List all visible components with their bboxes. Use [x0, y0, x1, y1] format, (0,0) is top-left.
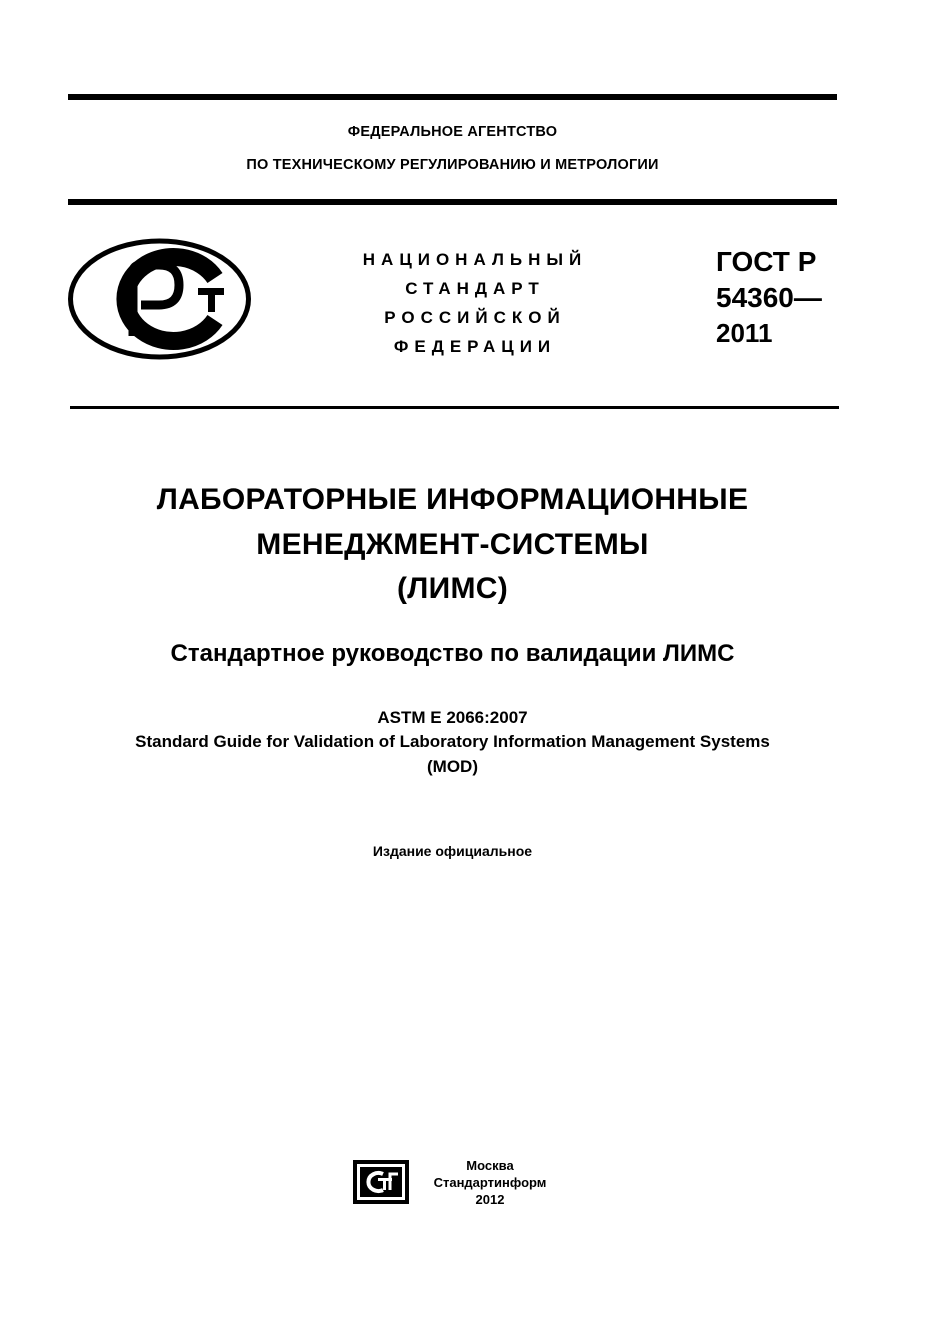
standard-type-line-1: НАЦИОНАЛЬНЫЙ	[362, 250, 588, 269]
designation-line-1: ГОСТ Р	[716, 246, 817, 277]
title-line-2: МЕНЕДЖМЕНТ-СИСТЕМЫ	[256, 528, 649, 561]
source-standard-modifier: (MOD)	[427, 757, 478, 776]
designation-line-2: 54360—	[716, 282, 822, 313]
rst-emblem-icon	[67, 238, 252, 360]
designation-line-3: 2011	[716, 318, 773, 348]
header-rule	[68, 199, 837, 205]
edition-label: Издание официальное	[372, 843, 533, 859]
source-standard-code: ASTM E 2066:2007	[377, 708, 528, 727]
top-rule	[68, 94, 837, 100]
standartinform-logo-icon	[353, 1160, 409, 1204]
source-standard-title: Standard Guide for Validation of Laboratory Information Management Systems	[135, 732, 770, 751]
agency-line-1: ФЕДЕРАЛЬНОЕ АГЕНТСТВО	[347, 124, 558, 140]
title-line-1: ЛАБОРАТОРНЫЕ ИНФОРМАЦИОННЫЕ	[156, 483, 749, 516]
title-line-3: (ЛИМС)	[396, 572, 509, 605]
standard-type-line-4: ФЕДЕРАЦИИ	[393, 337, 557, 356]
publisher-year: 2012	[475, 1192, 505, 1207]
standard-type-line-3: РОССИЙСКОЙ	[384, 308, 566, 327]
standard-type-line-2: СТАНДАРТ	[405, 279, 545, 298]
subtitle: Стандартное руководство по валидации ЛИМС	[170, 640, 735, 667]
agency-line-2: ПО ТЕХНИЧЕСКОМУ РЕГУЛИРОВАНИЮ И МЕТРОЛОГИИ	[246, 157, 659, 173]
designation-rule	[70, 406, 839, 409]
publisher-name: Стандартинформ	[433, 1175, 547, 1190]
publisher-city: Москва	[466, 1158, 514, 1173]
